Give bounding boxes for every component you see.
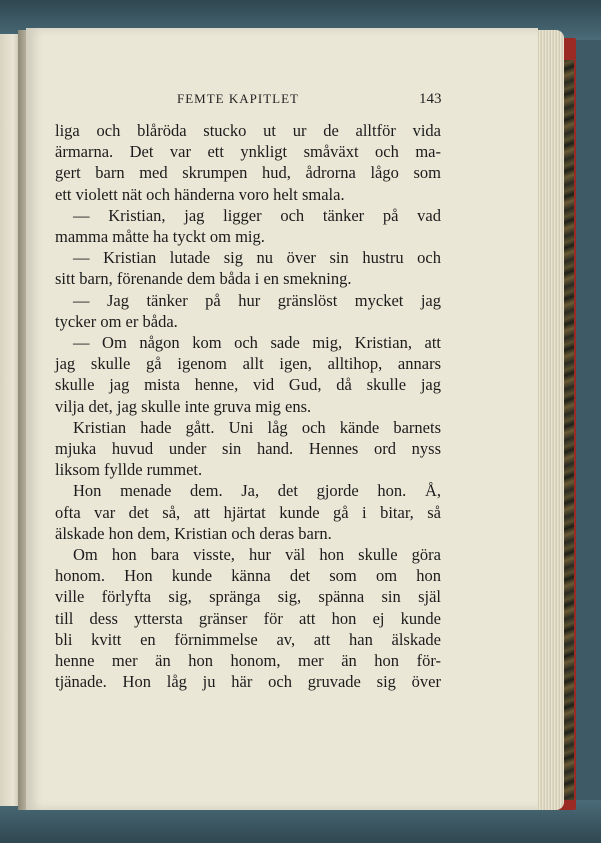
text-line: liksom fyllde rummet. bbox=[55, 460, 203, 480]
text-line: Kristian hade gått. Uni låg och kände barnets bbox=[73, 417, 441, 437]
text-line: henne mer än hon honom, mer än hon för- bbox=[55, 651, 441, 671]
text-line: ett violett nät och händerna voro helt smala. bbox=[55, 184, 345, 204]
text-line: ärmarna. Det var ett ynkligt småväxt och ma- bbox=[55, 142, 441, 162]
text-line: ofta var det så, att hjärtat kunde gå i bitar, så bbox=[55, 502, 441, 522]
text-line: ville förlyfta sig, spränga sig, spänna sin själ bbox=[55, 587, 441, 607]
text-line: tjänade. Hon låg ju här och gruvade sig över bbox=[55, 672, 441, 692]
text-line: sitt barn, förenande dem båda i en smekning. bbox=[55, 269, 352, 289]
text-line: vilja det, jag skulle inte gruva mig ens. bbox=[55, 396, 312, 416]
text-line: honom. Hon kunde känna det som om hon bbox=[55, 566, 441, 586]
text-line: mamma måtte ha tyckt om mig. bbox=[55, 227, 265, 247]
text-line: bli kvitt en förnimmelse av, att han älskade bbox=[55, 629, 441, 649]
text-line: — Om någon kom och sade mig, Kristian, att bbox=[73, 333, 441, 353]
text-line: tycker om er båda. bbox=[55, 311, 178, 331]
text-line: jag skulle gå igenom allt igen, alltihop, annars bbox=[55, 354, 441, 374]
text-line: — Kristian, jag ligger och tänker på vad bbox=[73, 205, 441, 225]
text-line: Hon menade dem. Ja, det gjorde hon. Å, bbox=[73, 481, 441, 501]
text-line: till dess yttersta gränser för att hon ej kunde bbox=[55, 608, 441, 628]
text-line: gert barn med skrumpen hud, ådrorna lågo som bbox=[55, 163, 441, 183]
running-header: FEMTE KAPITLET bbox=[177, 91, 299, 106]
text-line: liga och blåröda stucko ut ur de alltför vida bbox=[55, 121, 441, 140]
text-line: — Jag tänker på hur gränslöst mycket jag bbox=[73, 290, 441, 310]
text-line: skulle jag mista henne, vid Gud, då skulle jag bbox=[55, 375, 441, 395]
body-text bbox=[55, 120, 441, 692]
page-number: 143 bbox=[419, 91, 442, 107]
text-line: mjuka huvud under sin hand. Hennes ord nyss bbox=[55, 439, 441, 459]
text-line: Om hon bara visste, hur väl hon skulle göra bbox=[73, 545, 441, 565]
text-line: — Kristian lutade sig nu över sin hustru och bbox=[73, 248, 441, 268]
text-line: älskade hon dem, Kristian och deras barn. bbox=[55, 523, 332, 543]
